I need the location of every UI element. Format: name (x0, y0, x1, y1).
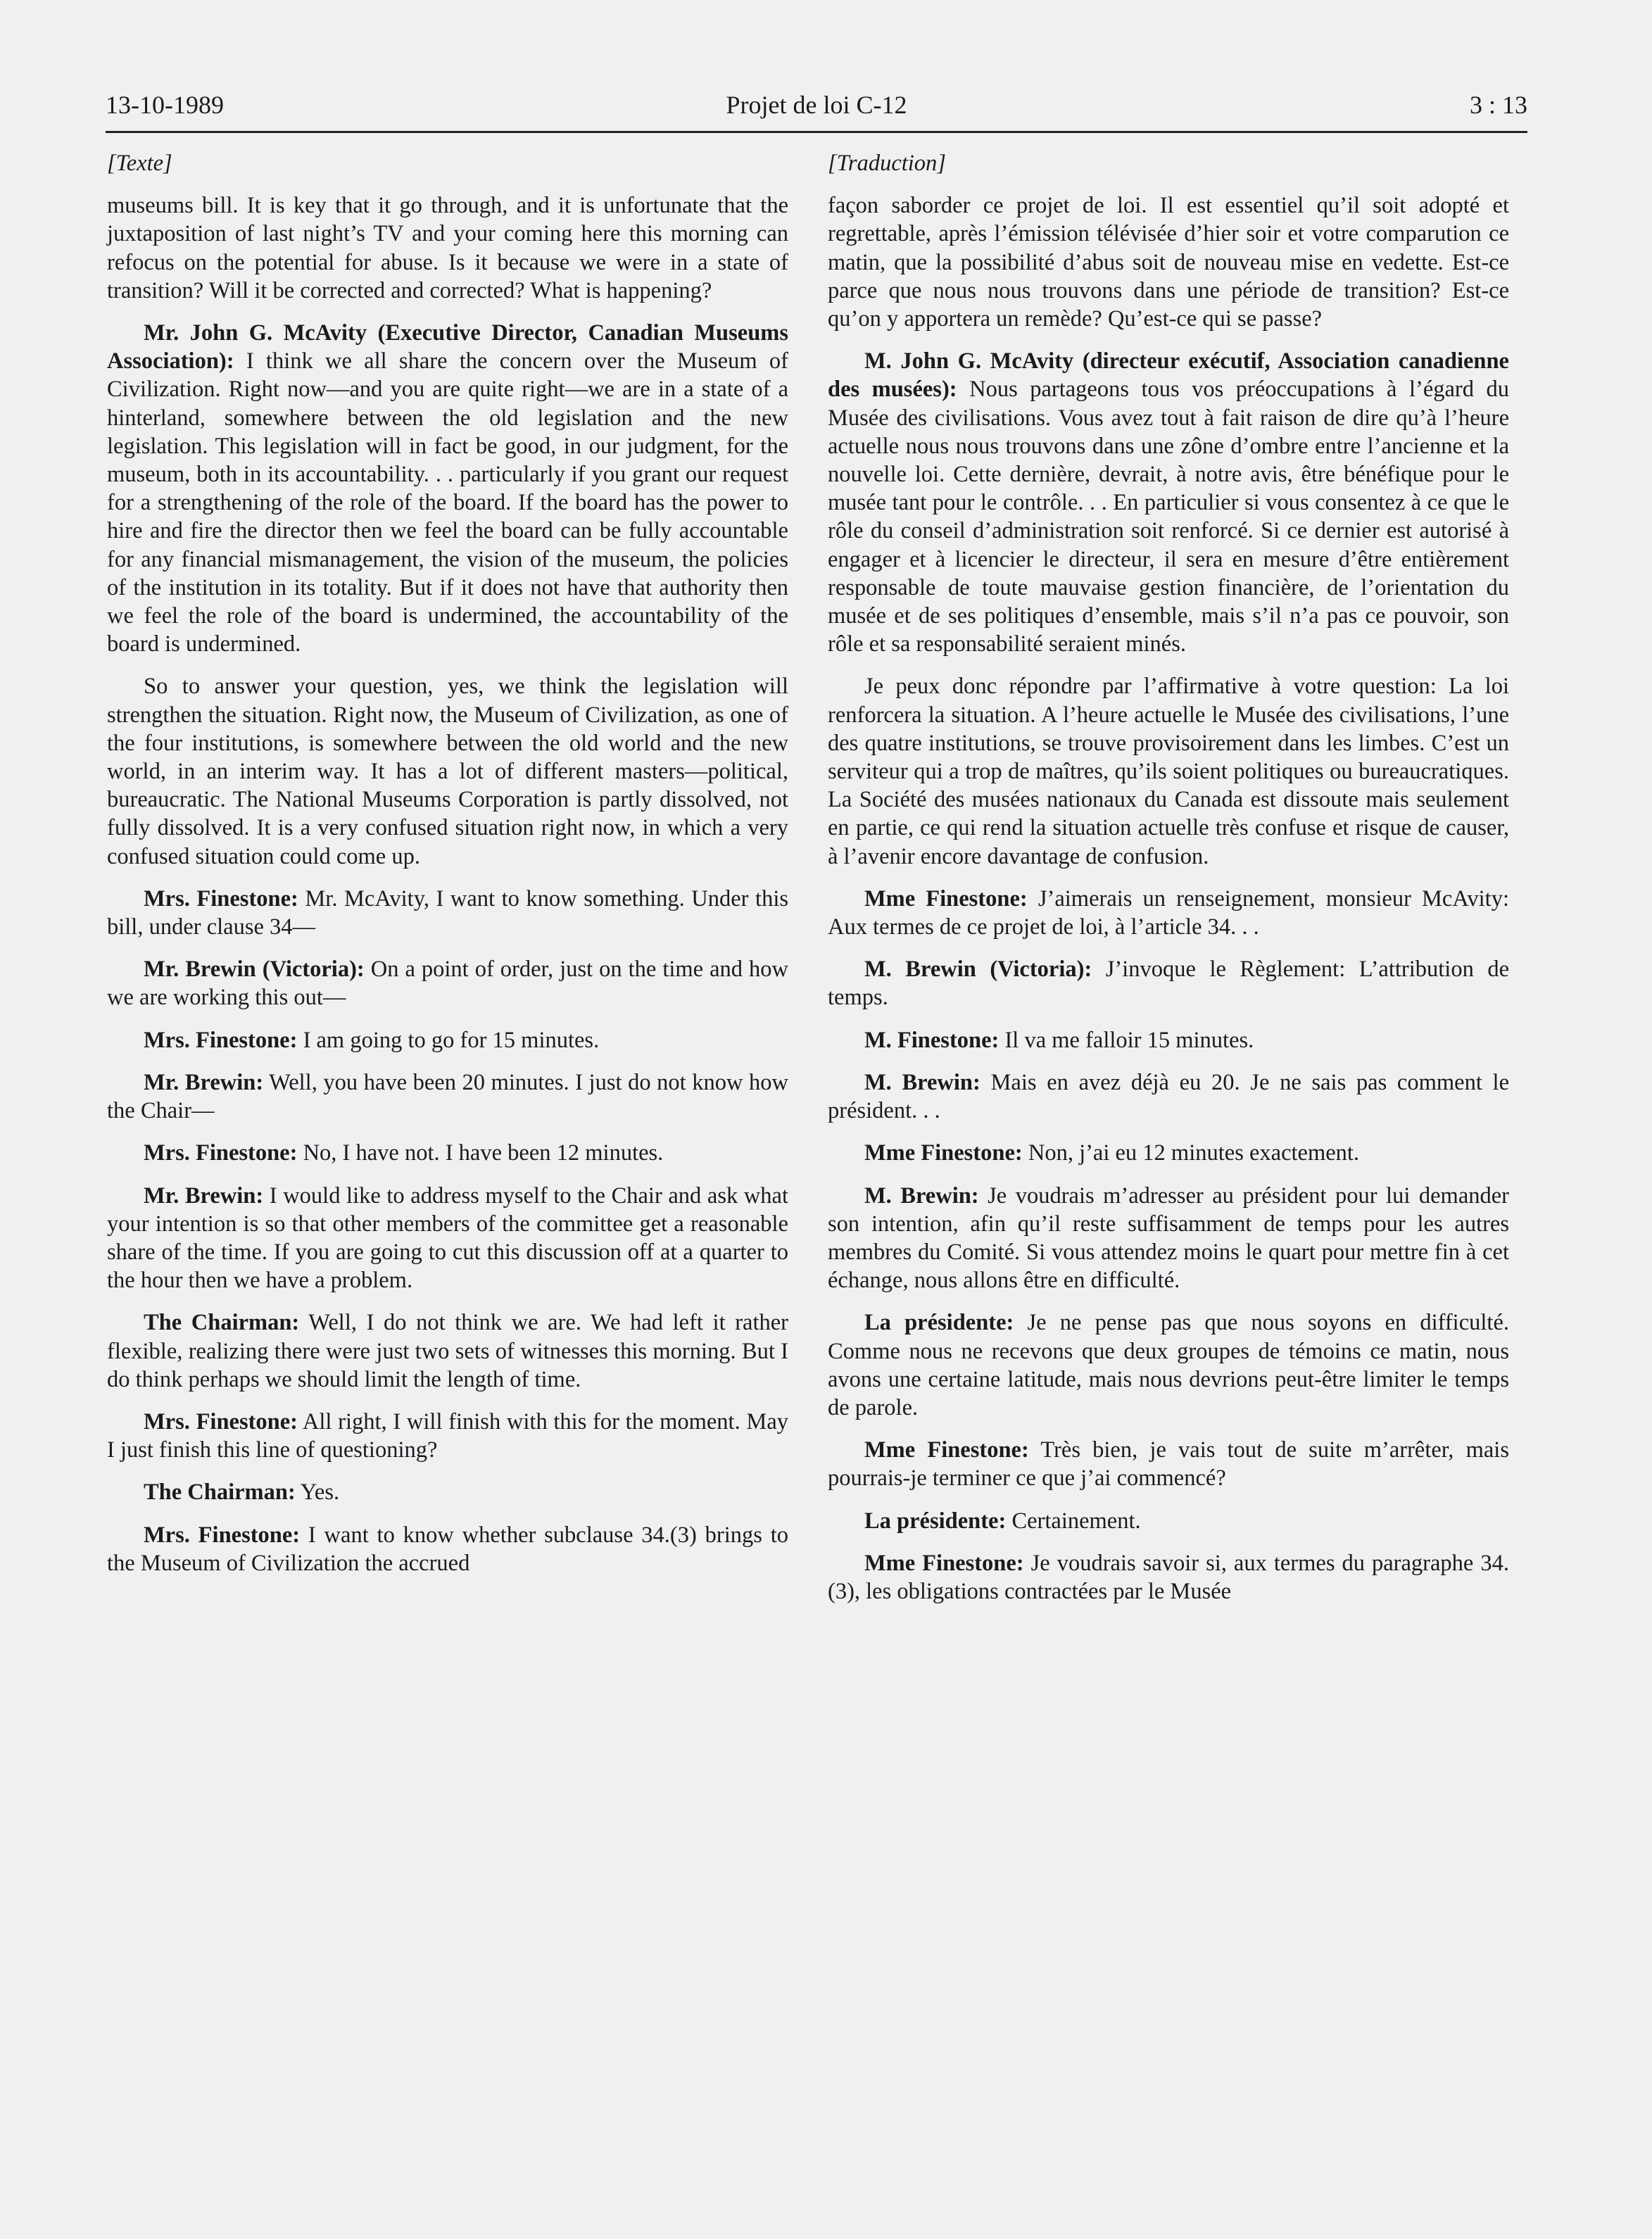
speaker-name: Mrs. Finestone: (144, 1408, 298, 1434)
speaker-name: M. Brewin (Victoria): (864, 957, 1092, 983)
speaker-name: M. Brewin: (864, 1069, 981, 1095)
paragraph-text: Je voudrais savoir si, aux termes du paragraphe 34.(3), les obligations contractées par le Musée (828, 1550, 1509, 1604)
paragraph (107, 1026, 788, 1054)
paragraph-text: So to answer your question, yes, we think the legislation will strengthen the situation. Right now, the Museum of Civilization, as one of the four institutions, is somewhere between the old world and the new world, in an interim way. It has a lot of different masters—political, bureaucratic. The National Museums Corporation is partly dissolved, not fully dissolved. It is a very confused situation right now, in which a very confused situation could come up. (107, 674, 788, 869)
speaker-name: The Chairman: (144, 1310, 300, 1336)
paragraph-text: Je peux donc répondre par l’affirmative à votre question: La loi renforcera la situation. A l’heure actuelle le Musée des civilisations, l’une des quatre institutions, se trouve provisoirement dans les limbes. C’est un serviteur qui a trop de maîtres, qu’ils soient politiques ou bureaucratiques. La Société des musées nationaux du Canada est dissoute mais seulement en partie, ce qui rend la situation actuelle très confuse et risque de causer, à l’avenir encore davantage de confusion. (828, 674, 1509, 869)
paragraph-text: façon saborder ce projet de loi. Il est essentiel qu’il soit adopté et regrettable, après l’émission télévisée d’hier soir et votre comparution ce matin, que la possibilité d’abus soit de nouveau mise en vedette. Est-ce parce que nous nous trouvons dans une période de transition? Est-ce qu’on y apportera un remède? Qu’est-ce qui se passe? (828, 193, 1509, 332)
paragraph (107, 1521, 788, 1577)
paragraph (107, 955, 788, 1011)
speaker-name: Mrs. Finestone: (144, 1027, 298, 1053)
speaker-name: Mme Finestone: (864, 1437, 1029, 1463)
paragraph (107, 1478, 788, 1506)
paragraph (828, 1026, 1509, 1054)
paragraph-text: I think we all share the concern over the Museum of Civilization. Right now—and you are quite right—we are in a state of a hinterland, somewhere between the old legislation and the new legislation. This legislation will in fact be good, in our judgment, for the museum, both in its accountability. . . particularly if you grant our request for a strengthening of the role of the board. If the board has the power to hire and fire the director then we feel the board can be fully accountable for any financial mismanagement, the vision of the museum, the policies of the institution in its totality. But if it does not have that authority then we feel the role of the board is undermined, the accountability of the board is undermined. (107, 348, 788, 657)
paragraph-text: I want to know whether subclause 34.(3) brings to the Museum of Civilization the accrued (107, 1522, 788, 1576)
paragraph (107, 885, 788, 941)
paragraph (107, 1068, 788, 1125)
speaker-name: Mr. John G. McAvity (Executive Director, Canadian Museums Association): (107, 320, 788, 374)
paragraph (828, 1507, 1509, 1535)
paragraph-text: Nous partageons tous vos préoccupations à l’égard du Musée des civilisations. Vous avez tout à fait raison de dire qu’à l’heure actuelle nous nous trouvons dans une zône d’ombre entre l’ancienne et la nouvelle loi. Cette dernière, devrait, à notre avis, être bénéfique pour le musée tant pour le contrôle. . . En particulier si vous consentez à ce que le rôle du conseil d’administration soit renforcé. Si ce dernier est autorisé à engager et à licencier le directeur, il sera en mesure d’être entièrement responsable de toute mauvaise gestion financière, de l’orientation du musée et de ses politiques d’ensemble, mais s’il n’a pas ce pouvoir, son rôle et sa responsabilité seraient minés. (828, 377, 1509, 657)
paragraph-text: Mais en avez déjà eu 20. Je ne sais pas comment le président. . . (828, 1069, 1510, 1124)
paragraph-text: Non, j’ai eu 12 minutes exactement. (1022, 1140, 1360, 1166)
paragraph-text: Yes. (295, 1480, 340, 1506)
paragraph (828, 191, 1509, 333)
speaker-name: M. Brewin: (864, 1182, 979, 1209)
speaker-name: The Chairman: (144, 1480, 296, 1506)
paragraph (107, 1308, 788, 1394)
speaker-name: Mrs. Finestone: (144, 1140, 298, 1166)
paragraph (828, 1068, 1509, 1125)
page-header (106, 90, 1527, 134)
paragraph-text: Mr. McAvity, I want to know something. Under this bill, under clause 34— (107, 885, 788, 940)
speaker-name: Mr. Brewin: (144, 1182, 264, 1209)
paragraph-text: No, I have not. I have been 12 minutes. (297, 1140, 664, 1166)
paragraph-text: J’aimerais un renseignement, monsieur McAvity: Aux termes de ce projet de loi, à l’article 34. . . (828, 885, 1509, 940)
paragraph (828, 1139, 1509, 1167)
paragraph (107, 319, 788, 658)
paragraph (828, 347, 1509, 658)
speaker-name: M. Finestone: (864, 1027, 1000, 1053)
header-page-number: 3 : 13 (1469, 91, 1527, 119)
paragraph-text: Well, I do not think we are. We had left it rather flexible, realizing there were just two sets of witnesses this morning. But I do think perhaps we should limit the length of time. (107, 1310, 788, 1392)
paragraph-text: Certainement. (1006, 1508, 1141, 1534)
paragraph-text: Très bien, je vais tout de suite m’arrêter, mais pourrais-je terminer ce que j’ai commencé? (828, 1437, 1509, 1491)
paragraph (828, 1182, 1509, 1295)
header-title: Projet de loi C-12 (726, 91, 907, 119)
paragraph-text: I would like to address myself to the Chair and ask what your intention is so that other members of the committee get a reasonable share of the time. If you are going to cut this discussion off at a quarter to the hour then we have a problem. (107, 1182, 788, 1294)
speaker-name: Mrs. Finestone: (144, 1522, 301, 1548)
paragraph (107, 1408, 788, 1464)
column-label: [Traduction] (828, 151, 946, 176)
french-column (828, 149, 1509, 1620)
paragraph (828, 955, 1509, 1011)
speaker-name: La présidente: (864, 1310, 1014, 1336)
paragraph (828, 885, 1509, 941)
paragraph-text: Well, you have been 20 minutes. I just do not know how the Chair— (107, 1069, 788, 1124)
english-column (107, 149, 788, 1591)
paragraph-text: Je ne pense pas que nous soyons en difficulté. Comme nous ne recevons que deux groupes de témoins ce matin, nous avons une certaine latitude, mais nous devrions peut-être limiter le temps de parole. (828, 1310, 1509, 1420)
header-rule (106, 131, 1527, 133)
header-date: 13-10-1989 (106, 91, 224, 119)
paragraph-text: Je voudrais m’adresser au président pour lui demander son intention, afin qu’il reste suffisamment de temps pour les autres membres du Comité. Si vous attendez moins le quart pour mettre fin à cet échange, nous allons être en difficulté. (828, 1182, 1509, 1294)
paragraph (828, 1549, 1509, 1606)
paragraph (828, 1436, 1509, 1492)
speaker-name: Mr. Brewin: (144, 1069, 264, 1095)
speaker-name: M. John G. McAvity (directeur exécutif, Association canadienne des musées): (828, 348, 1509, 403)
paragraph-text: On a point of order, just on the time and how we are working this out— (107, 957, 788, 1011)
paragraph-text: Il va me falloir 15 minutes. (999, 1027, 1254, 1053)
speaker-name: Mr. Brewin (Victoria): (144, 957, 365, 983)
paragraph (107, 191, 788, 305)
paragraph (828, 672, 1509, 870)
speaker-name: Mme Finestone: (864, 885, 1028, 912)
speaker-name: Mme Finestone: (864, 1140, 1023, 1166)
speaker-name: Mrs. Finestone: (144, 885, 298, 912)
paragraph (107, 672, 788, 870)
paragraph-text: I am going to go for 15 minutes. (297, 1027, 600, 1053)
paragraph-text: museums bill. It is key that it go through, and it is unfortunate that the juxtaposition of last night’s TV and your coming here this morning can refocus on the potential for abuse. Is it because we were in a state of transition? Will it be corrected and corrected? What is happening? (107, 193, 788, 303)
paragraph (107, 1139, 788, 1167)
speaker-name: La présidente: (864, 1508, 1007, 1534)
paragraph-text: All right, I will finish with this for the moment. May I just finish this line of questioning? (107, 1408, 788, 1463)
paragraph (107, 1182, 788, 1295)
paragraph (828, 1308, 1509, 1422)
speaker-name: Mme Finestone: (864, 1550, 1024, 1576)
column-label: [Texte] (107, 151, 172, 176)
paragraph-text: J’invoque le Règlement: L’attribution de temps. (828, 957, 1509, 1011)
